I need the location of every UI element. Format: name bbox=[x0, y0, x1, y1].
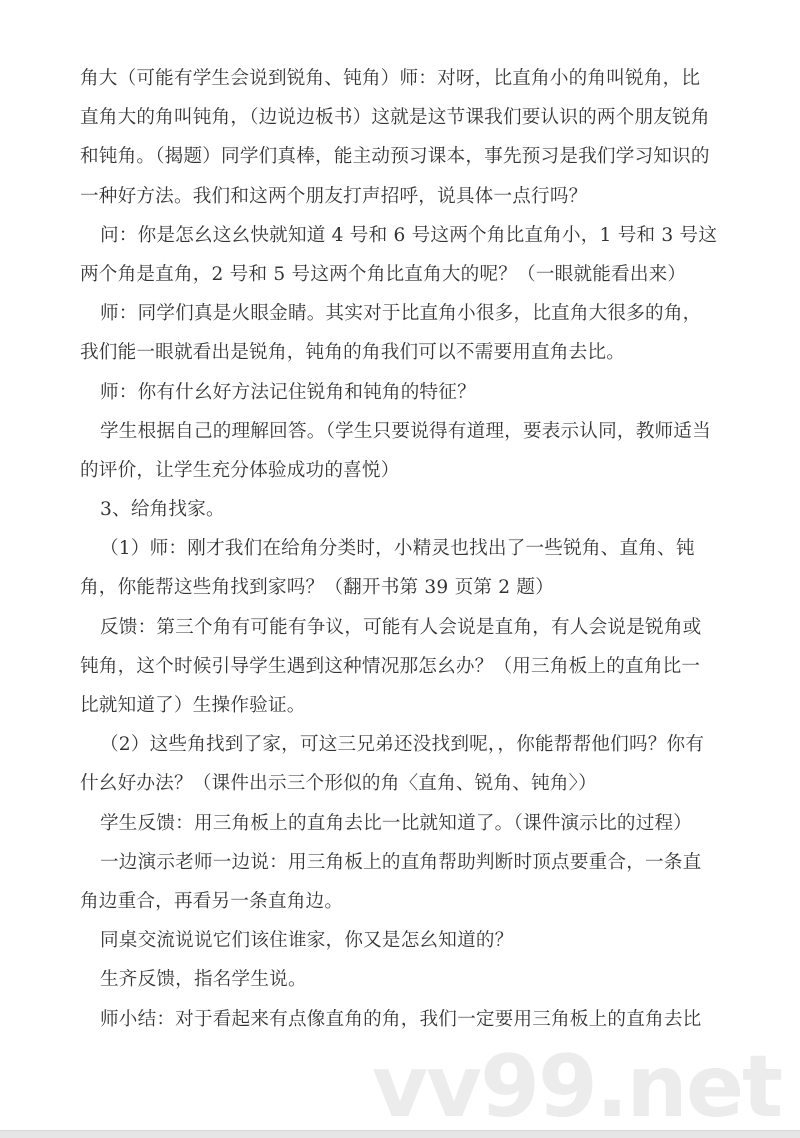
text-line: 学生根据自己的理解回答。（学生只要说得有道理，要表示认同，教师适当 bbox=[100, 420, 711, 442]
text-line: 反馈：第三个角有可能有争议，可能有人会说是直角，有人会说是锐角或 bbox=[100, 616, 702, 638]
text-line: （1）师：刚才我们在给角分类时，小精灵也找出了一些锐角、直角、钝 bbox=[100, 538, 695, 560]
text-line: 直角大的角叫钝角，（边说边板书）这就是这节课我们要认识的两个朋友锐角 bbox=[80, 107, 710, 129]
text-line: 学生反馈：用三角板上的直角去比一比就知道了。（课件演示比的过程） bbox=[100, 812, 693, 834]
text-line: 角，你能帮这些角找到家吗？（翻开书第 39 页第 2 题） bbox=[80, 577, 554, 599]
text-line: 生齐反馈，指名学生说。 bbox=[100, 969, 307, 991]
text-line: 角边重合，再看另一条直角边。 bbox=[80, 890, 344, 912]
text-line: 一种好方法。我们和这两个朋友打声招呼，说具体一点行吗？ bbox=[80, 185, 588, 207]
text-line: 我们能一眼就看出是锐角，钝角的角我们可以不需要用直角去比。 bbox=[80, 342, 626, 364]
text-line: 两个角是直角，2 号和 5 号这两个角比直角大的呢？（一眼就能看出来） bbox=[80, 263, 687, 285]
text-line: 的评价，让学生充分体验成功的喜悦） bbox=[80, 459, 400, 481]
text-line: 师：你有什幺好方法记住锐角和钝角的特征？ bbox=[100, 381, 476, 403]
text-line: （2）这些角找到了家，可这三兄弟还没找到呢，，你能帮帮他们吗？你有 bbox=[100, 734, 705, 756]
text-line: 钝角，这个时候引导学生遇到这种情况那怎幺办？（用三角板上的直角比一 bbox=[80, 655, 701, 677]
text-line: 比就知道了）生操作验证。 bbox=[80, 695, 306, 716]
text-line: 一边演示老师一边说：用三角板上的直角帮助判断时顶点要重合，一条直 bbox=[100, 851, 702, 873]
text-line: 3、给角找家。 bbox=[100, 499, 225, 521]
text-line: 问：你是怎幺这幺快就知道 4 号和 6 号这两个角比直角小，1 号和 3 号这 bbox=[100, 224, 718, 246]
text-line: 师：同学们真是火眼金睛。其实对于比直角小很多，比直角大很多的角， bbox=[100, 303, 702, 325]
text-line: 角大（可能有学生会说到锐角、钝角）师：对呀，比直角小的角叫锐角，比 bbox=[80, 68, 701, 89]
text-line: 和钝角。（揭题）同学们真棒，能主动预习课本，事先预习是我们学习知识的 bbox=[80, 146, 710, 168]
text-line: 师小结：对于看起来有点像直角的角，我们一定要用三角板上的直角去比 bbox=[100, 1008, 702, 1030]
watermark: vv99.net bbox=[372, 1037, 782, 1130]
text-line: 什幺好办法？（课件出示三个形似的角〈直角、锐角、钝角〉） bbox=[80, 773, 597, 795]
text-line: 同桌交流说说它们该住谁家，你又是怎幺知道的？ bbox=[100, 930, 514, 952]
document-body bbox=[80, 64, 740, 1044]
